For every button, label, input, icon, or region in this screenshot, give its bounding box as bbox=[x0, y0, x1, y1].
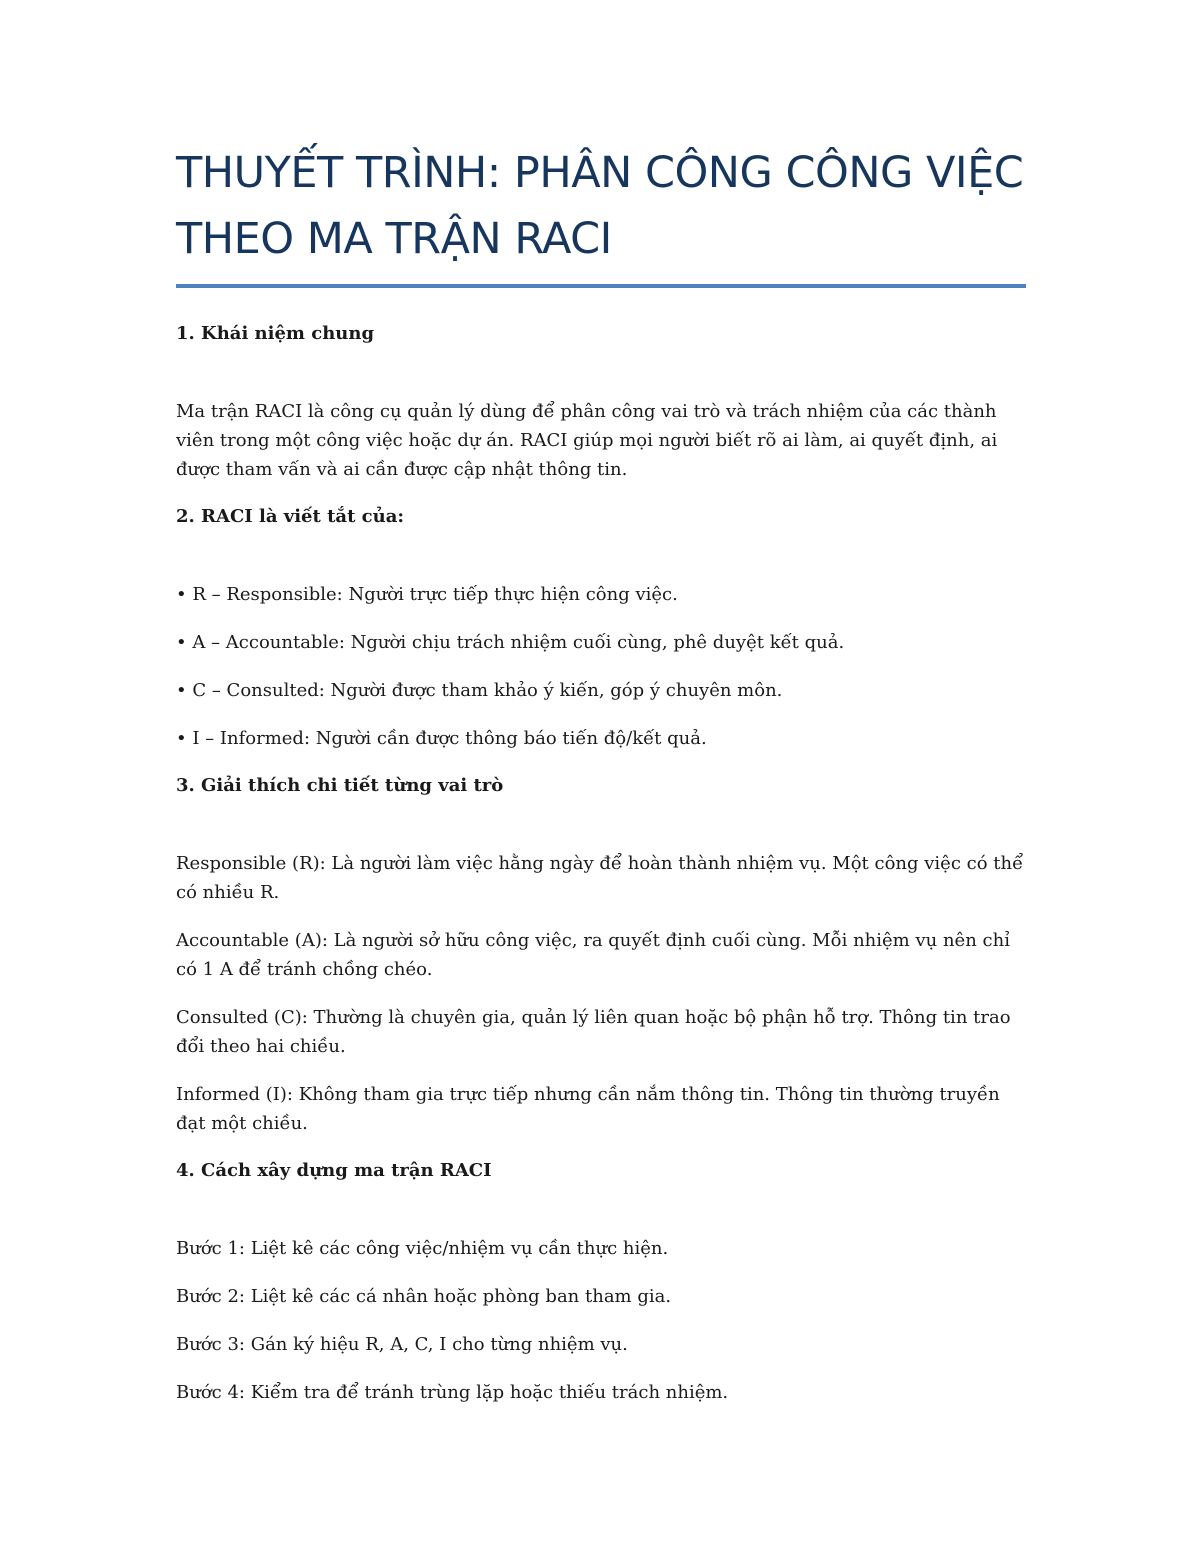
paragraph: Accountable (A): Là người sở hữu công việc, ra quyết định cuối cùng. Mỗi nhiệm vụ nên chỉ có 1 A để tránh chồng chéo. bbox=[176, 930, 1010, 980]
paragraph: Informed (I): Không tham gia trực tiếp nhưng cần nắm thông tin. Thông tin thường truyền đạt một chiều. bbox=[176, 1084, 1000, 1134]
paragraph: Responsible (R): Là người làm việc hằng ngày để hoàn thành nhiệm vụ. Một công việc có thể có nhiều R. bbox=[176, 853, 1024, 903]
section-heading: 2. RACI là viết tắt của: bbox=[176, 506, 405, 527]
list-item: • R – Responsible: Người trực tiếp thực hiện công việc. bbox=[176, 584, 678, 605]
paragraph: Ma trận RACI là công cụ quản lý dùng để phân công vai trò và trách nhiệm của các thành viên trong một công việc hoặc dự án. RACI giúp mọi người biết rõ ai làm, ai quyết định, ai được tham vấn và ai cần được cập nhật thông tin. bbox=[176, 401, 998, 480]
section-heading: 3. Giải thích chi tiết từng vai trò bbox=[176, 775, 504, 796]
paragraph: Consulted (C): Thường là chuyên gia, quản lý liên quan hoặc bộ phận hỗ trợ. Thông tin trao đổi theo hai chiều. bbox=[176, 1007, 1011, 1057]
section-heading: 1. Khái niệm chung bbox=[176, 323, 375, 344]
list-item: • A – Accountable: Người chịu trách nhiệm cuối cùng, phê duyệt kết quả. bbox=[176, 632, 845, 653]
document-body bbox=[176, 320, 1026, 1407]
list-item: • I – Informed: Người cần được thông báo tiến độ/kết quả. bbox=[176, 728, 707, 749]
step-item: Bước 1: Liệt kê các công việc/nhiệm vụ cần thực hiện. bbox=[176, 1238, 669, 1259]
step-item: Bước 4: Kiểm tra để tránh trùng lặp hoặc thiếu trách nhiệm. bbox=[176, 1382, 729, 1403]
document-page bbox=[176, 140, 1026, 1407]
section-heading: 4. Cách xây dựng ma trận RACI bbox=[176, 1160, 492, 1181]
step-item: Bước 3: Gán ký hiệu R, A, C, I cho từng nhiệm vụ. bbox=[176, 1334, 628, 1355]
step-item: Bước 2: Liệt kê các cá nhân hoặc phòng ban tham gia. bbox=[176, 1286, 672, 1307]
document-title: THUYẾT TRÌNH: PHÂN CÔNG CÔNG VIỆC THEO MA TRẬN RACI bbox=[176, 140, 1026, 288]
list-item: • C – Consulted: Người được tham khảo ý kiến, góp ý chuyên môn. bbox=[176, 680, 783, 701]
